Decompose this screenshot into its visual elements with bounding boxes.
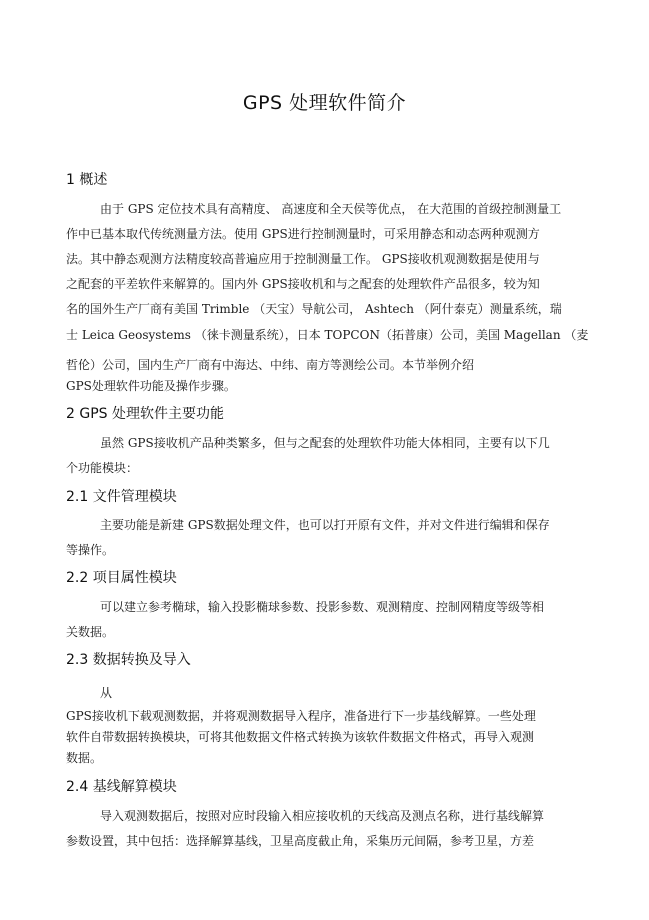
paragraph-line: 可以建立参考椭球，输入投影椭球参数、投影参数、观测精度、控制网精度等级等相 (100, 600, 545, 614)
section-heading-file-management: 2.1 文件管理模块 (66, 489, 177, 505)
section-heading-baseline-solution: 2.4 基线解算模块 (66, 779, 177, 795)
paragraph-line: 关数据。 (66, 625, 115, 639)
paragraph-line: 作中已基本取代传统测量方法。使用 GPS进行控制测量时，可采用静态和动态两种观测方 (66, 227, 540, 241)
paragraph-line: 软件自带数据转换模块，可将其他数据文件格式转换为该软件数据文件格式，再导入观测 (66, 730, 535, 744)
section-heading-data-conversion: 2.3 数据转换及导入 (66, 652, 191, 668)
paragraph-line: 等操作。 (66, 543, 115, 557)
paragraph-line: 名的国外生产厂商有美国 Trimble （天宝）导航公司， Ashtech （阿什泰克）测量系统，瑞 (66, 302, 562, 316)
paragraph-line: 由于 GPS 定位技术具有高精度、 高速度和全天侯等优点， 在大范围的首级控制测量工 (100, 202, 562, 216)
paragraph-line: 从 (100, 686, 113, 700)
paragraph-line: 虽然 GPS接收机产品种类繁多，但与之配套的处理软件功能大体相同，主要有以下几 (100, 436, 550, 450)
section-heading-project-properties: 2.2 项目属性模块 (66, 570, 177, 586)
paragraph-line: 个功能模块： (66, 461, 139, 475)
paragraph-line: 参数设置，其中包括：选择解算基线，卫星高度截止角，采集历元间隔，参考卫星，方差 (66, 834, 535, 848)
section-heading-main-functions: 2 GPS 处理软件主要功能 (66, 406, 224, 422)
paragraph-line: 士 Leica Geosystems （徕卡测量系统），日本 TOPCON（拓普康）公司，美国 Magellan （麦 (66, 328, 589, 342)
document-title: GPS 处理软件简介 (242, 92, 407, 114)
section-heading-overview: 1 概述 (66, 172, 108, 188)
paragraph-line: 主要功能是新建 GPS数据处理文件，也可以打开原有文件，并对文件进行编辑和保存 (100, 518, 550, 532)
paragraph-line: 数据。 (66, 751, 103, 765)
paragraph-line: 导入观测数据后，按照对应时段输入相应接收机的天线高及测点名称，进行基线解算 (100, 809, 545, 823)
paragraph-line: 之配套的平差软件来解算的。国内外 GPS接收机和与之配套的处理软件产品很多，较为知 (66, 277, 540, 291)
paragraph-line: 法。其中静态观测方法精度较高普遍应用于控制测量工作。 GPS接收机观测数据是使用与 (66, 252, 540, 266)
paragraph-line: GPS处理软件功能及操作步骤。 (66, 379, 236, 393)
paragraph-line: 哲伦）公司，国内生产厂商有中海达、中纬、南方等测绘公司。本节举例介绍 (66, 358, 475, 372)
paragraph-line: GPS接收机下载观测数据，并将观测数据导入程序，准备进行下一步基线解算。一些处理 (66, 709, 536, 723)
